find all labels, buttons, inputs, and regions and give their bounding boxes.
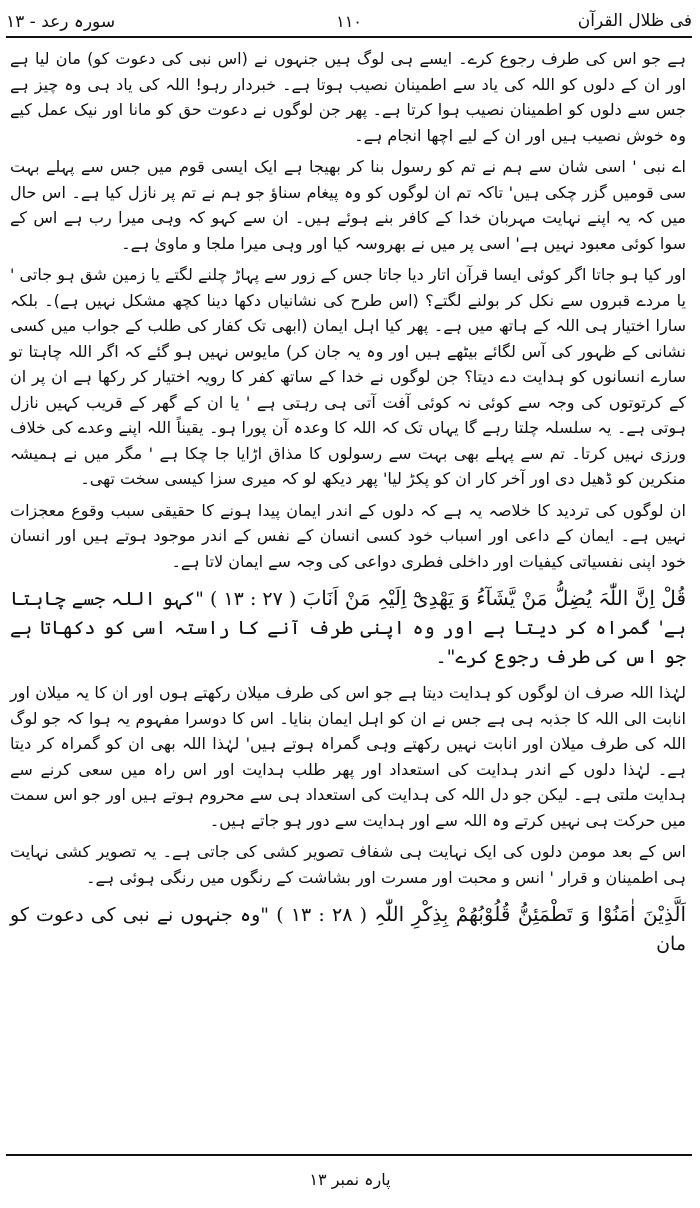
paragraph-2: اے نبی ' اسی شان سے ہم نے تم کو رسول بنا کر بھیجا ہے ایک ایسی قوم میں جس سے پہلے بہت سی قومیں گزر چکی ہیں' تاکہ تم ان لوگوں کو وہ پیغام سناؤ جو ہم نے تم پر نازل کیا ہے۔ اس حال میں کہ یہ اپنے نہایت مہربان خدا کے کافر بنے ہوئے ہیں۔ ان سے کہو کہ وہی میرا رب ہے اس کے سوا کوئی معبود نہیں ہے' اسی پر میں نے بھروسہ کیا اور وہی میرا ملجا و ماویٰ ہے۔ — [10, 157, 686, 253]
verse-translation: "وہ جنہوں نے نبی کی دعوت کو مان — [10, 904, 686, 955]
book-title: فی ظلال القرآن — [577, 11, 692, 31]
paragraph-6: اس کے بعد مومن دلوں کی ایک نہایت ہی شفاف تصویر کشی کی جاتی ہے۔ یہ تصویر کشی نہایت ہی اطمینان و قرار ' انس و محبت اور مسرت اور بشاشت کے رنگوں میں رنگی ہوئی ہے۔ — [10, 842, 686, 887]
verse-translation: "کہو اللہ جسے چاہتا ہے' گمراہ کر دیتا ہے اور وہ اپنی طرف آنے کا راستہ اسی کو دکھاتا ہے جو اس کی طرف رجوع کرے"۔ — [10, 588, 686, 668]
paragraph-1: ہے جو اس کی طرف رجوع کرے۔ ایسے ہی لوگ ہیں جنہوں نے (اس نبی کی دعوت کو) مان لیا ہے اور ان کے دلوں کو اللہ کی یاد سے اطمینان نصیب ہوتا ہے۔ خبردار رہو! اللہ کی یاد ہی وہ چیز ہے جس سے دلوں کو اطمینان نصیب ہوا کرتا ہے۔ پھر جن لوگوں نے دعوت حق کو مانا اور نیک عمل کیے وہ خوش نصیب ہیں اور ان کے لیے اچھا انجام ہے۔ — [10, 49, 686, 145]
paragraph-4: ان لوگوں کی تردید کا خلاصہ یہ ہے کہ دلوں کے اندر ایمان پیدا ہونے کا حقیقی سبب وقوع معجزات نہیں ہے۔ ایمان کے داعی اور اسباب خود کسی انسان کے نفس کے اندر موجود ہوتے ہیں اور انسان خود اپنی نفسیاتی کیفیات اور داخلی فطری دواعی کی وجہ سے ایمان لاتا ہے۔ — [10, 500, 686, 571]
footer-divider — [6, 1154, 692, 1156]
page-header — [6, 6, 692, 38]
para-label: پارہ نمبر ١٣ — [309, 1170, 391, 1189]
paragraph-3: اور کیا ہو جاتا اگر کوئی ایسا قرآن اتار دیا جاتا جس کے زور سے پہاڑ چلنے لگتے یا زمین شق ہو جاتی ' یا مردے قبروں سے نکل کر بولنے لگتے؟ (اس طرح کی نشانیاں دکھا دینا کچھ مشکل نہیں ہے)۔ بلکہ سارا اختیار ہی اللہ کے ہاتھ میں ہے۔ پھر کیا اہل ایمان (ابھی تک کفار کی طلب کے جواب میں کسی نشانی کے ظہور کی آس لگائے بیٹھے ہیں اور وہ یہ جان کر) مایوس نہیں ہو گئے کہ اگر اللہ چاہتا تو سارے انسانوں کو ہدایت دے دیتا؟ جن لوگوں نے خدا کے ساتھ کفر کا رویہ اختیار کر رکھا ہے ان پر ان کے کرتوتوں کی وجہ سے کوئی نہ کوئی آفت آتی ہی رہتی ہے ' یا ان کے گھر کے قریب کہیں نازل ہوتی ہے۔ یہ سلسلہ چلتا رہے گا یہاں تک کہ اللہ کا وعدہ آن پورا ہو۔ یقیناً اللہ اپنے وعدے کی خلاف ورزی نہیں کرتا۔ تم سے پہلے بھی بہت سے رسولوں کا مذاق اڑایا جا چکا ہے ' مگر میں نے ہمیشہ منکرین کو ڈھیل دی اور آخر کار ان کو پکڑ لیا' پھر دیکھ لو کہ میری سزا کیسی سخت تھی۔ — [10, 265, 687, 488]
quran-verse-28 — [10, 900, 686, 959]
verse-arabic: قُلْ اِنَّ اللّٰہَ یُضِلُّ مَنْ یَّشَآءُ وَ یَھْدِیْٓ اِلَیْہِ مَنْ اَنَابَ — [302, 586, 687, 610]
verse-arabic: اَلَّذِیْنَ اٰمَنُوْا وَ تَطْمَئِنُّ قُلُوْبُھُمْ بِذِکْرِ اللّٰہِ — [374, 902, 686, 926]
page-body — [10, 46, 686, 967]
quran-verse-27 — [10, 584, 686, 672]
page-number: ١١٠ — [336, 11, 362, 31]
surah-info: سورہ رعد - ١٣ — [6, 11, 116, 32]
verse-reference: ( ٢٨ : ١٣ ) — [276, 904, 368, 926]
verse-reference: ( ٢٧ : ١٣ ) — [209, 588, 297, 610]
page-footer — [0, 1170, 700, 1189]
paragraph-5: لہٰذا اللہ صرف ان لوگوں کو ہدایت دیتا ہے جو اس کی طرف میلان رکھتے ہوں اور ان کا یہ میلان اور انابت الی اللہ کا جذبہ ہی ہے جس نے ان کو اہل ایمان بنایا۔ اس کا دوسرا مفہوم یہ ہوا کہ جو لوگ اللہ کی طرف میلان اور انابت نہیں رکھتے وہی گمراہ ہوتے ہیں' لہٰذا اللہ بھی ان کو گمراہ کر دیتا ہے۔ لہٰذا دلوں کے اندر ہدایت کی استعداد اور پھر طلب ہدایت اور اس راہ میں سعی کرنے سے ہدایت ملتی ہے۔ لیکن جو دل اللہ کی ہدایت کی استعداد ہی سے محروم ہوتے ہیں اور جو اس سمت میں حرکت ہی نہیں کرتے وہ اللہ سے اور ہدایت سے دور ہو جاتے ہیں۔ — [10, 683, 686, 830]
